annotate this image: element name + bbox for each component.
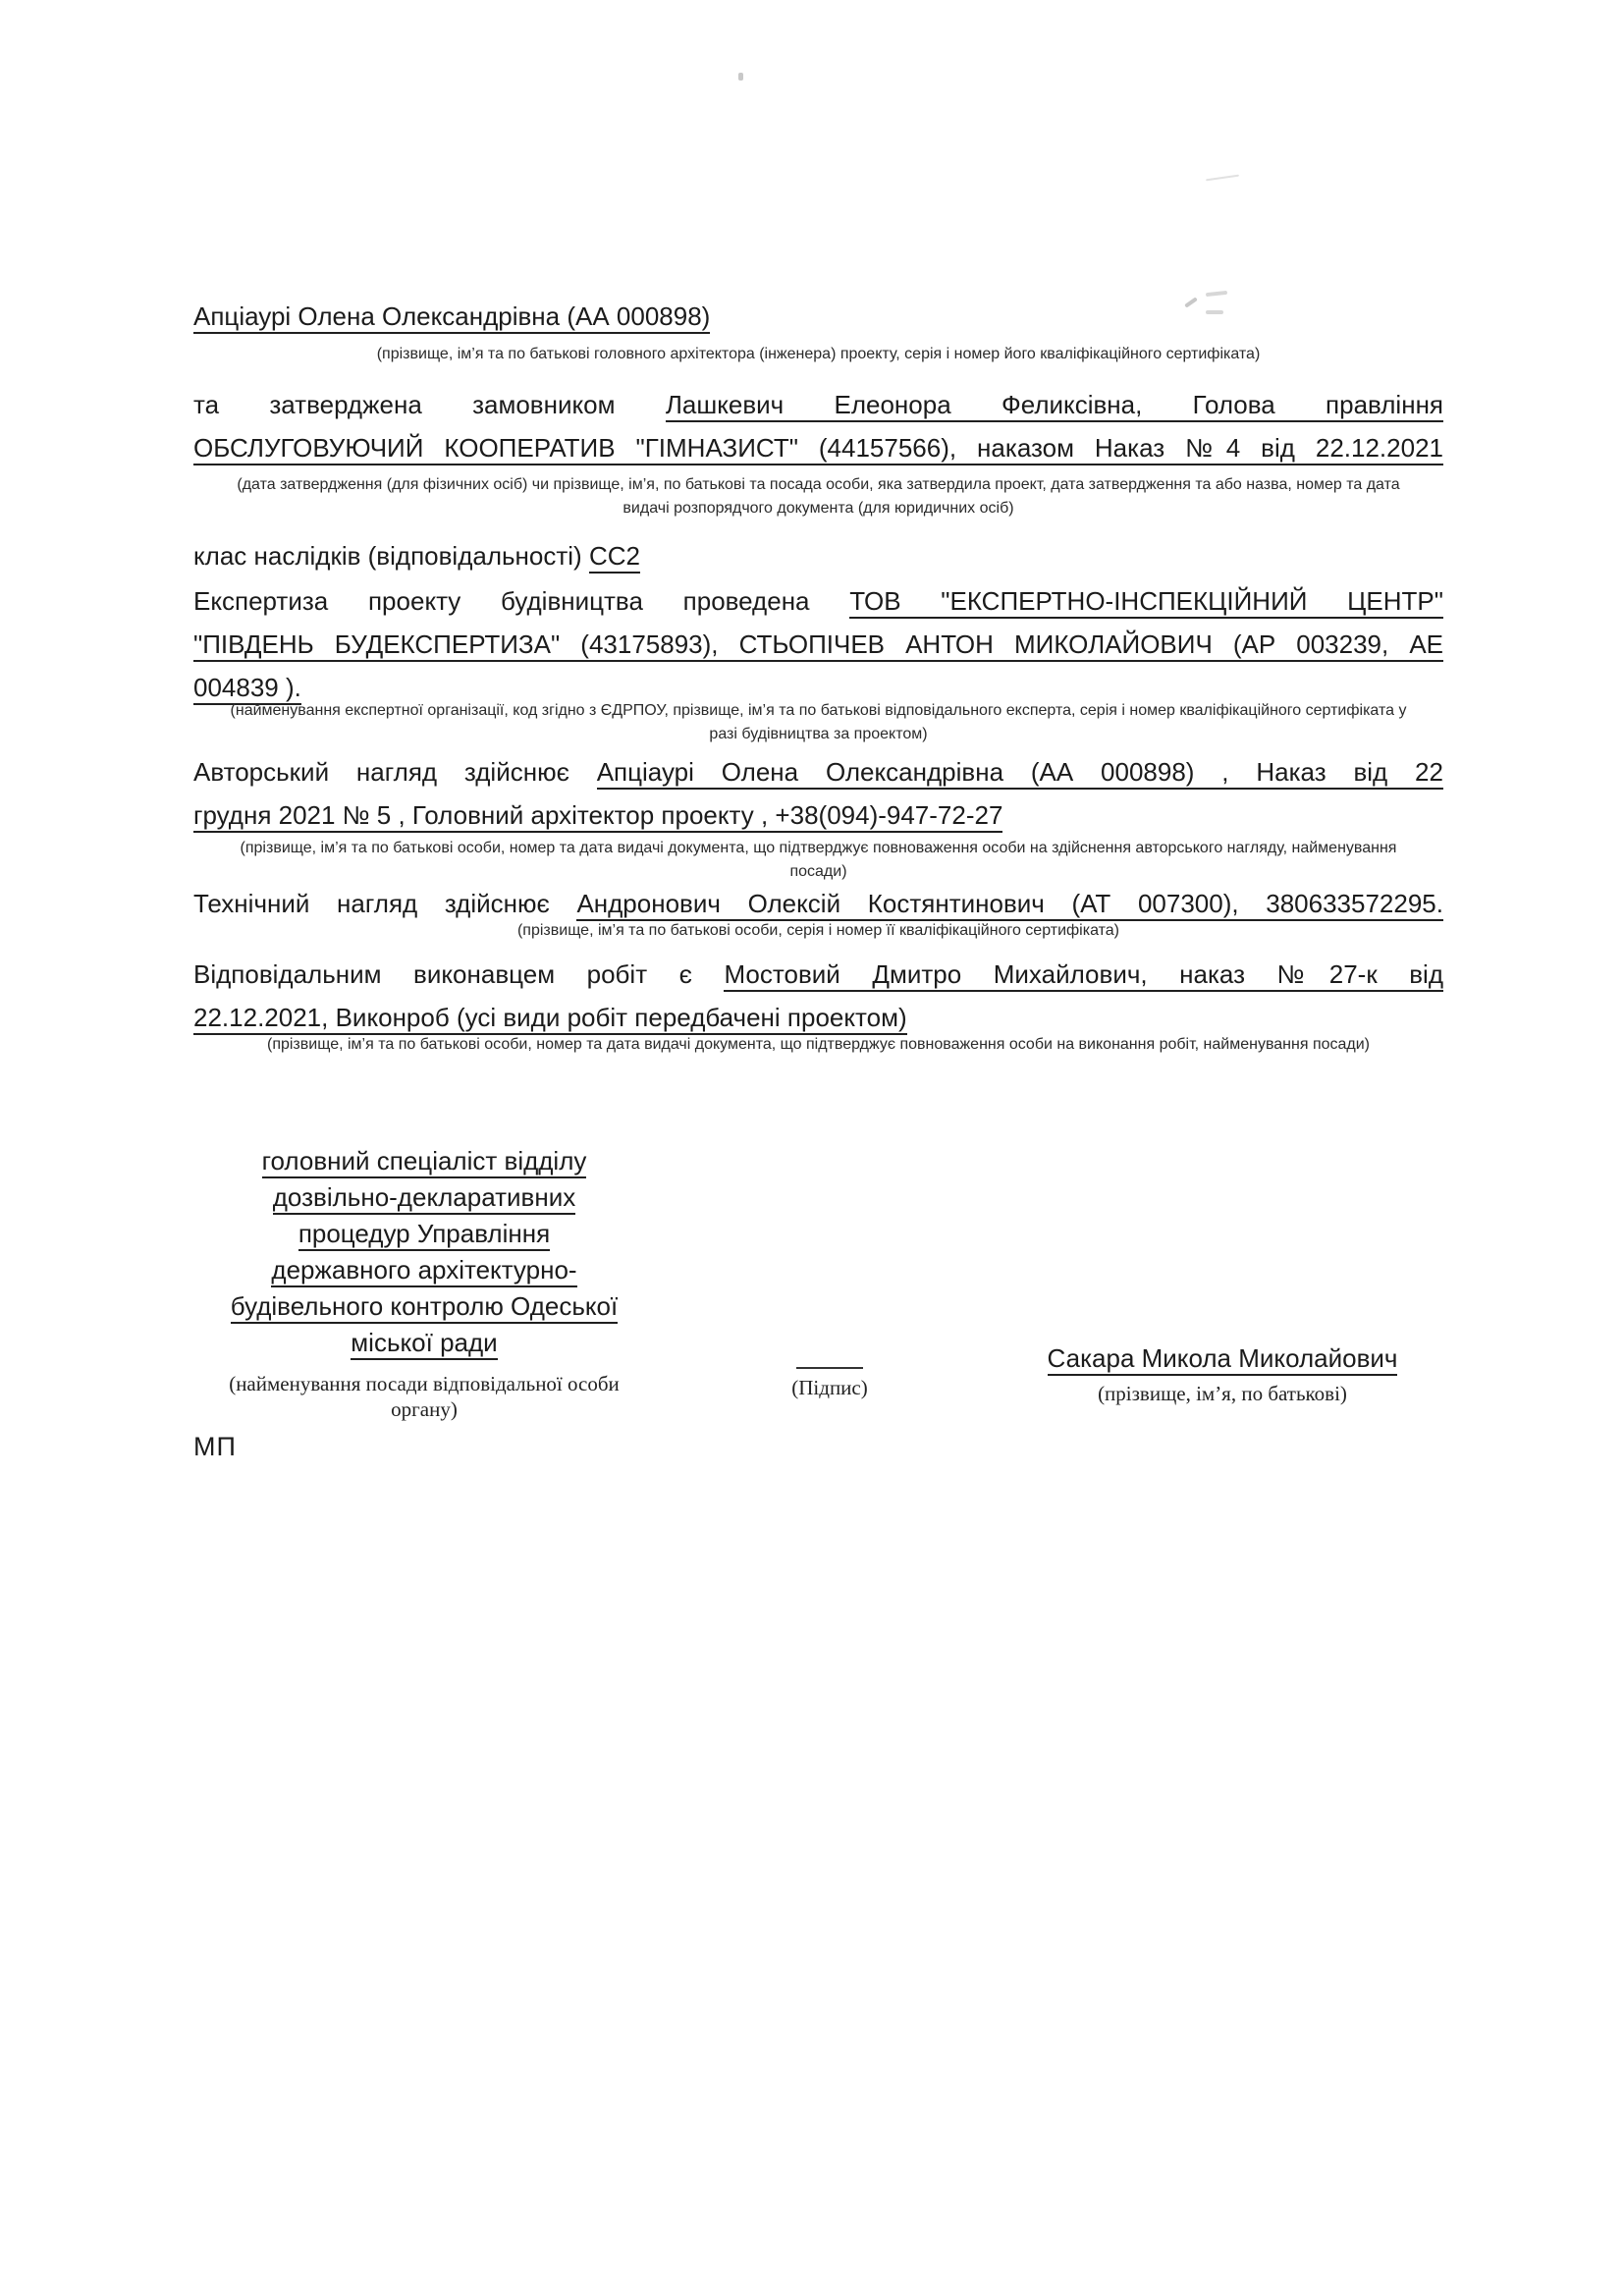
expertise-org-value: ТОВ "ЕКСПЕРТНО-ІНСПЕКЦІЙНИЙ ЦЕНТР" (849, 586, 1443, 619)
official-position-line (193, 1288, 655, 1325)
technical-supervision-value: Андронович Олексій Костянтинович (АТ 007300), 380633572295. (576, 889, 1443, 921)
official-position-caption-line-2: органу) (391, 1397, 458, 1421)
official-position-text: процедур Управління (298, 1219, 550, 1251)
expertise-caption-line-2: разі будівництва за проектом) (709, 726, 928, 742)
official-name-line (1016, 1341, 1429, 1375)
approval-caption-line-2: видачі розпорядчого документа (для юридичних осіб) (623, 500, 1014, 517)
signature-caption: (Підпис) (791, 1376, 868, 1399)
approval-order-value: ОБСЛУГОВУЮЧИЙ КООПЕРАТИВ "ГІМНАЗИСТ" (44157566), наказом Наказ №4 від 22.12.2021 (193, 433, 1443, 465)
expertise-caption (193, 699, 1443, 746)
architect-name-line (193, 297, 1443, 336)
expertise-expert-value: "ПІВДЕНЬ БУДЕКСПЕРТИЗА" (43175893), СТЬОПІЧЕВ АНТОН МИКОЛАЙОВИЧ (АР 003239, АЕ (193, 629, 1443, 662)
approval-line-2 (193, 426, 1443, 469)
author-supervision-label: Авторський нагляд здійснює (193, 757, 569, 787)
author-supervision-line-2 (193, 793, 1443, 837)
architect-section (193, 297, 1443, 336)
signature-field (776, 1367, 884, 1400)
consequence-class-label: клас наслідків (відповідальності) (193, 541, 582, 571)
author-supervision-line-1 (193, 750, 1443, 793)
official-name-caption: (прізвище, ім’я, по батькові) (1098, 1382, 1347, 1405)
author-supervision-section (193, 750, 1443, 837)
approval-section (193, 383, 1443, 469)
official-position-block (193, 1143, 655, 1422)
responsible-executor-label: Відповідальним виконавцем робіт є (193, 959, 692, 989)
expertise-section (193, 579, 1443, 709)
architect-name-value: Апціаурі Олена Олександрівна (АА 000898) (193, 301, 710, 334)
consequence-class-line (193, 536, 1443, 575)
expertise-caption-line-1: (найменування експертної організації, код згідно з ЄДРПОУ, прізвище, ім’я та по батькові відповідального експерта, серія і номер кваліфікаційного сертифіката у (230, 702, 1407, 719)
signature-rule (796, 1367, 863, 1369)
approval-caption (193, 473, 1443, 520)
expertise-label: Експертиза проекту будівництва проведена (193, 586, 810, 616)
consequence-class-value: СС2 (589, 541, 640, 574)
author-supervision-caption (193, 837, 1443, 884)
official-position-line (193, 1216, 655, 1252)
approval-caption-line-1: (дата затвердження (для фізичних осіб) чи прізвище, ім’я, по батькові та посада особи, яка затвердила проект, дата затвердження та або назва, номер та дата (237, 476, 1400, 493)
responsible-executor-caption: (прізвище, ім’я та по батькові особи, номер та дата видачі документа, що підтверджує повноваження особи на виконання робіт, найменування посади) (266, 1036, 1371, 1053)
official-position-line (193, 1179, 655, 1216)
official-position-text: державного архітектурно- (271, 1255, 576, 1287)
scan-speck (738, 73, 743, 81)
official-name-block (1016, 1341, 1429, 1406)
seal-mark: МП (193, 1432, 237, 1461)
author-supervision-person-value: Апціаурі Олена Олександрівна (АА 000898) , Наказ від 22 (597, 757, 1443, 790)
expertise-line-2 (193, 623, 1443, 666)
official-position-line (193, 1252, 655, 1288)
responsible-executor-person-value: Мостовий Дмитро Михайлович, наказ №27-к від (724, 959, 1443, 992)
approval-customer-value: Лашкевич Елеонора Феликсівна, Голова правління (666, 390, 1443, 422)
consequence-class-section (193, 536, 1443, 575)
expertise-cert-value: 004839 ). (193, 673, 301, 705)
author-supervision-order-value: грудня 2021 № 5 , Головний архітектор проекту , +38(094)-947-72-27 (193, 800, 1002, 833)
official-position-caption-line-1: (найменування посади відповідальної особи (229, 1372, 620, 1395)
responsible-executor-section (193, 953, 1443, 1039)
approval-label: та затверджена замовником (193, 390, 616, 419)
responsible-executor-order-value: 22.12.2021, Виконроб (усі види робіт передбачені проектом) (193, 1003, 907, 1035)
official-position-text: головний спеціаліст відділу (262, 1146, 587, 1178)
author-supervision-caption-line-2: посади) (789, 863, 847, 880)
official-position-text: міської ради (351, 1328, 497, 1360)
official-position-line (193, 1143, 655, 1179)
technical-supervision-label: Технічний нагляд здійснює (193, 889, 550, 918)
official-position-caption (193, 1371, 655, 1422)
approval-line-1 (193, 383, 1443, 426)
official-position-text: будівельного контролю Одеської (231, 1291, 618, 1324)
technical-supervision-caption: (прізвище, ім’я та по батькові особи, серія і номер її кваліфікаційного сертифіката) (516, 922, 1120, 939)
expertise-line-1 (193, 579, 1443, 623)
architect-caption: (прізвище, ім’я та по батькові головного архітектора (інженера) проекту, серія і номер його кваліфікаційного сертифіката) (376, 346, 1261, 362)
responsible-executor-line-1 (193, 953, 1443, 996)
official-name-value: Сакара Микола Миколайович (1048, 1343, 1398, 1376)
official-position-text: дозвільно-декларативних (273, 1182, 575, 1215)
scan-scratch (1206, 175, 1239, 182)
official-position-line (193, 1325, 655, 1361)
author-supervision-caption-line-1: (прізвище, ім’я та по батькові особи, номер та дата видачі документа, що підтверджує повноваження особи на здійснення авторського нагляду, найменування (240, 840, 1397, 856)
